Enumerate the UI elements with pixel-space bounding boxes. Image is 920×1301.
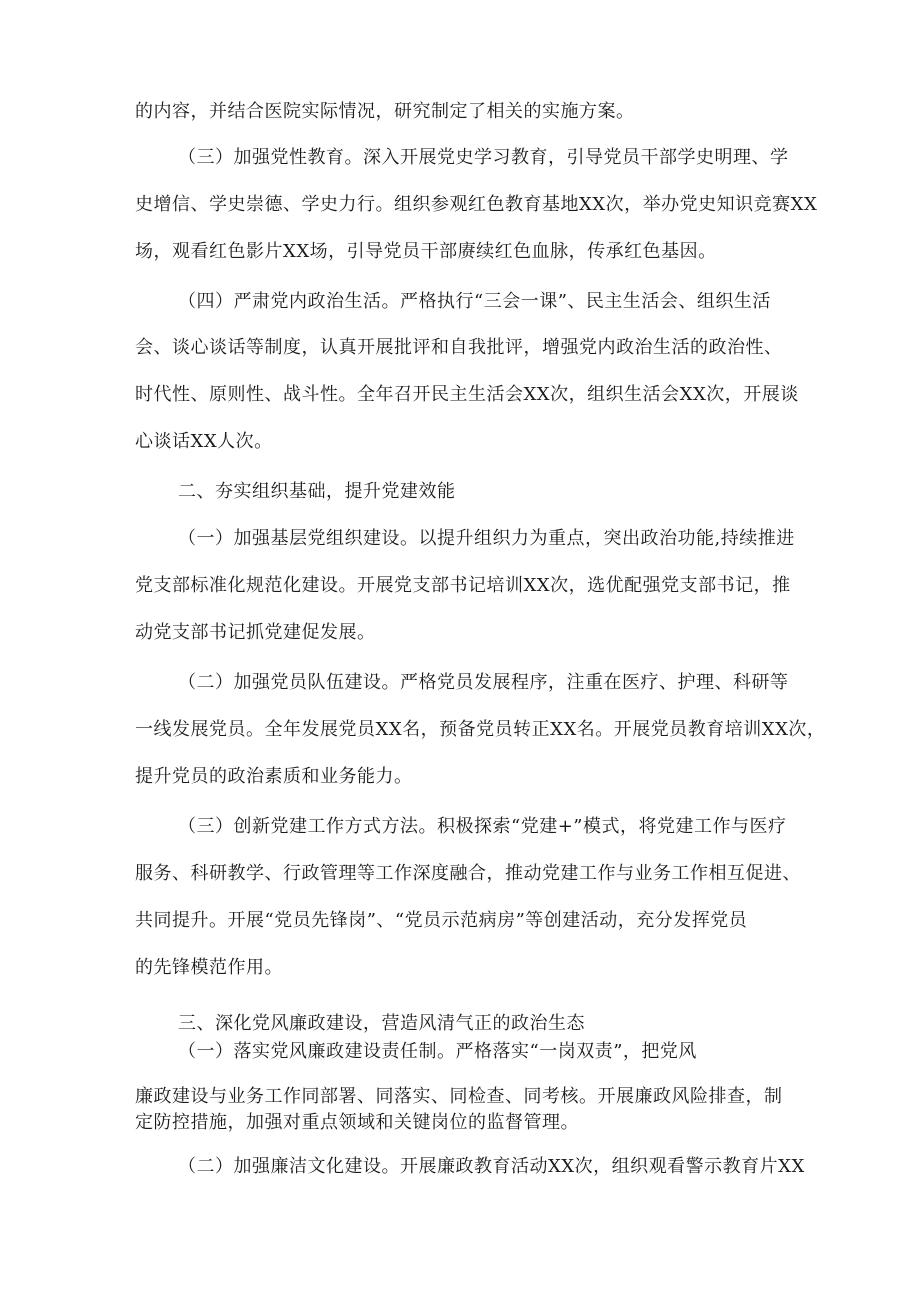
paragraph-line: 提升党员的政治素质和业务能力。 [135,766,413,787]
paragraph-line: （三）加强党性教育。深入开展党史学习教育，引导党员干部学史明理、学 [178,147,789,168]
paragraph-line: 场，观看红色影片XX场，引导党员干部赓续红色血脉，传承红色基因。 [135,241,717,262]
paragraph-line: 共同提升。开展“党员先锋岗”、“党员示范病房”等创建活动，充分发挥党员 [135,910,748,931]
paragraph-line: （二）加强廉洁文化建设。开展廉政教育活动XX次，组织观看警示教育片XX [178,1156,805,1177]
paragraph-line: （一）加强基层党组织建设。以提升组织力为重点，突出政治功能,持续推进 [178,528,795,549]
paragraph-line: 动党支部书记抓党建促发展。 [135,622,376,643]
paragraph-line: （四）严肃党内政治生活。严格执行“三会一课”、民主生活会、组织生活 [178,291,771,312]
paragraph-line: （三）创新党建工作方式方法。积极探索“党建+”模式，将党建工作与医疗 [178,816,787,837]
paragraph-line: 廉政建设与业务工作同部署、同落实、同检查、同考核。开展廉政风险排查，制 [135,1086,783,1107]
section-heading: 三、深化党风廉政建设，营造风清气正的政治生态 [178,1013,585,1034]
paragraph-line: 会、谈心谈话等制度，认真开展批评和自我批评，增强党内政治生活的政治性、 [135,337,783,358]
paragraph-line: 史增信、学史崇德、学史力行。组织参观红色教育基地XX次，举办党史知识竞赛XX [135,194,818,215]
paragraph-line: 时代性、原则性、战斗性。全年召开民主生活会XX次，组织生活会XX次，开展谈 [135,384,799,405]
paragraph-line: （二）加强党员队伍建设。严格党员发展程序，注重在医疗、护理、科研等 [178,672,789,693]
paragraph-line: 一线发展党员。全年发展党员XX名，预备党员转正XX名。开展党员教育培训XX次， [135,719,826,740]
paragraph-line: 党支部标准化规范化建设。开展党支部书记培训XX次，选优配强党支部书记，推 [135,575,791,596]
paragraph-line: 服务、科研教学、行政管理等工作深度融合，推动党建工作与业务工作相互促进、 [135,863,801,884]
paragraph-line: 定防控措施，加强对重点领域和关键岗位的监督管理。 [135,1112,579,1133]
paragraph-line: （一）落实党风廉政建设责任制。严格落实“一岗双责”，把党风 [178,1041,697,1062]
section-heading: 二、夯实组织基础，提升党建效能 [178,481,456,502]
paragraph-line: 的内容，并结合医院实际情况，研究制定了相关的实施方案。 [135,101,635,122]
paragraph-line: 心谈话XX人次。 [135,431,273,452]
paragraph-line: 的先锋模范作用。 [135,957,283,978]
